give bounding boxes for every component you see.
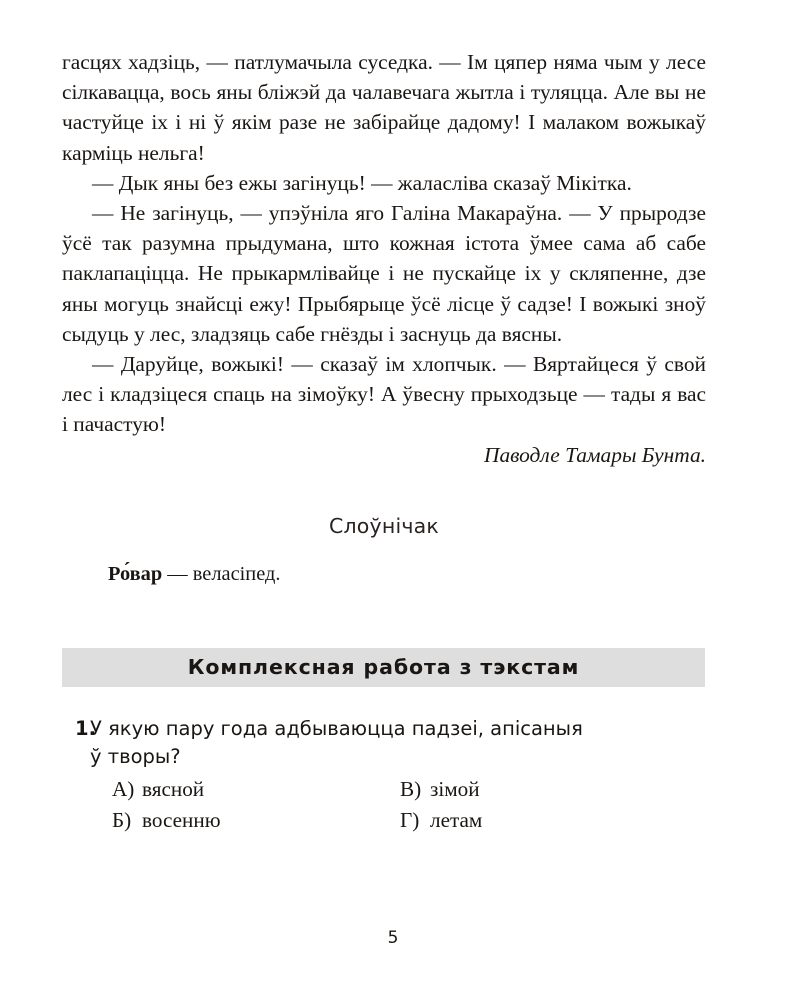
glossary-term: Ро́вар [108,562,163,585]
body-paragraph: гасцях хадзіць, — патлумачыла суседка. — Ім цяпер няма чым у лесе сілкавацца, вось яны бліжэй да чалавечага жытла і туляцца. Але вы не частуйце іх і ні ў якім разе не забірайце дадому! І малаком вожыкаў карміць нельга! [62,50,706,165]
glossary-section [62,514,706,588]
option-label: зімой [430,777,480,802]
question-text [90,715,706,772]
body-paragraph: — Дык яны без ежы загінуць! — жаласліва сказаў Мікітка. [92,170,632,195]
section-banner [62,648,705,687]
page-number: 5 [387,928,399,948]
option-a[interactable] [112,774,400,805]
body-paragraph: — Даруйце, вожыкі! — сказаў ім хлопчык. — Вяртайцеся ў свой лес і кладзіцеся спаць на зімоўку! А ўвесну прыходзьце — тады я вас і пачастую! [62,352,706,437]
page-content [62,47,706,836]
body-paragraph: — Не загінуць, — упэўніла яго Галіна Макараўна. — У прыродзе ўсё так разумна прыдумана, што кожная істота ўмее сама аб сабе паклапаціцца. Не прыкармлівайце і не пускайце іх у скляпенне, дзе яны могуць знайсці ежу! Прыбярыце ўсё лісце ў садзе! І вожыкі зноў сыдуць у лес, зладзяць сабе гнёзды і заснуць да вясны. [62,201,706,346]
question-text-line: У якую пару года адбываюцца падзеі, апісаныя [90,716,583,740]
option-letter: Г) [400,808,420,833]
question-number: 1. [75,716,96,740]
option-label: летам [430,808,483,833]
glossary-separator: — [167,562,188,585]
option-b[interactable] [112,805,400,836]
option-v[interactable] [400,774,706,805]
question-options [62,774,706,836]
section-banner-title: Комплексная работа з тэкстам [187,655,580,680]
option-label: вясной [142,777,205,802]
option-letter: В) [400,777,422,802]
option-letter: А) [112,777,135,802]
question-header [62,715,706,772]
option-label: восенню [142,808,221,833]
option-g[interactable] [400,805,706,836]
question-text-line: ў творы? [90,745,181,769]
text-attribution: Паводле Тамары Бунта. [484,442,706,467]
glossary-heading: Слоўнічак [328,513,440,538]
glossary-entry [62,560,706,588]
question-item [62,715,706,836]
glossary-definition: веласіпед. [192,562,281,585]
option-letter: Б) [112,808,132,833]
